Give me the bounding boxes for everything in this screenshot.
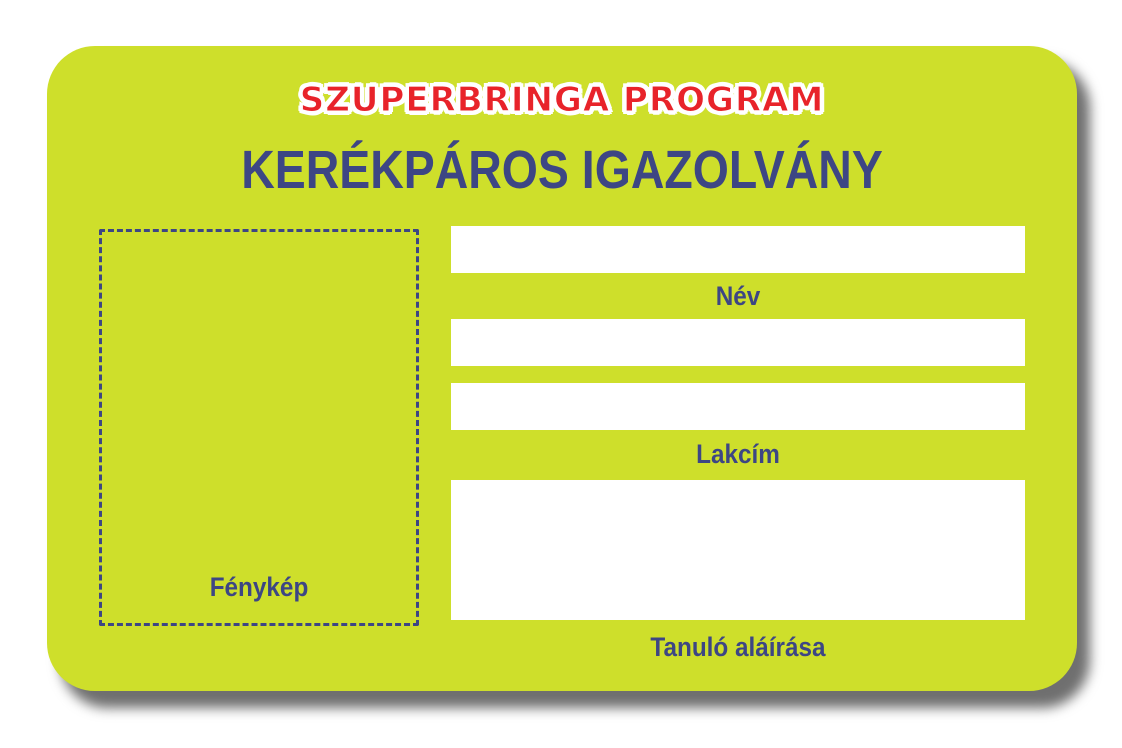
program-title: SZUPERBRINGA PROGRAM [299, 80, 825, 120]
signature-field[interactable] [451, 480, 1025, 620]
name-field[interactable] [451, 226, 1025, 273]
photo-label: Fénykép [209, 572, 309, 602]
photo-placeholder[interactable] [99, 229, 419, 626]
address-label: Lakcím [696, 439, 780, 469]
signature-label: Tanuló aláírása [650, 632, 826, 662]
card-title: KERÉKPÁROS IGAZOLVÁNY [241, 140, 883, 200]
name-label: Név [715, 281, 761, 311]
address-field-line-1[interactable] [451, 319, 1025, 366]
id-card [47, 46, 1077, 691]
address-field-line-2[interactable] [451, 383, 1025, 430]
